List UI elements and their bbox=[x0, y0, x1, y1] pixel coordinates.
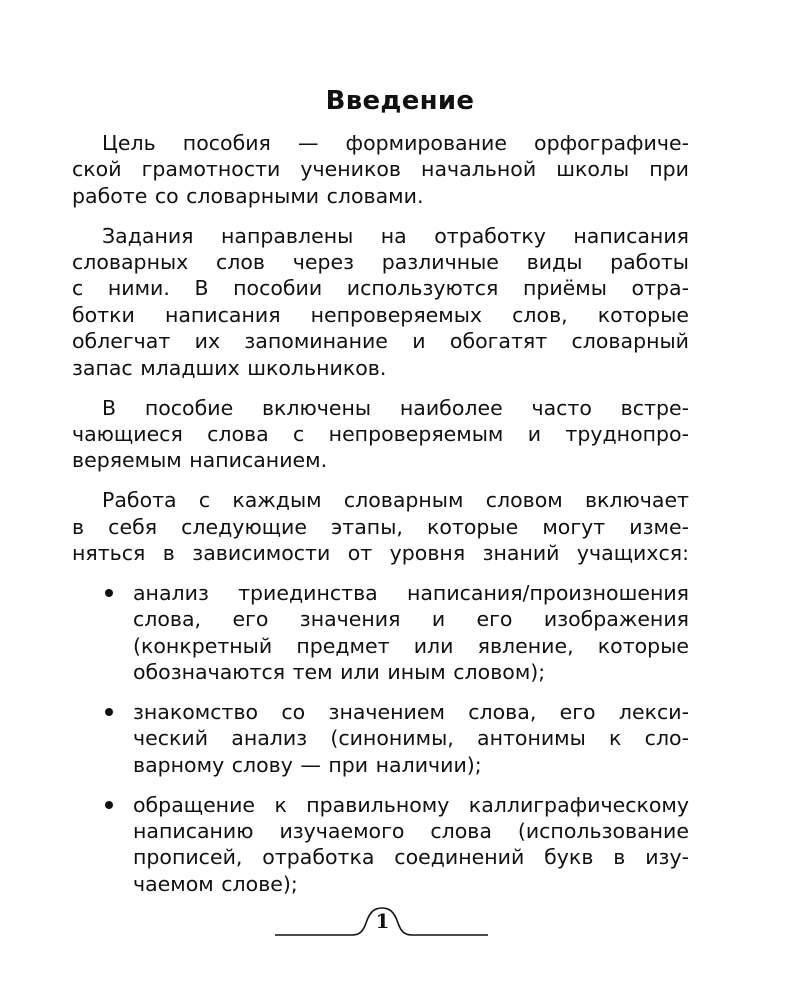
text-line: ботки написания непроверяемых слов, которые bbox=[72, 302, 689, 327]
text-line: няться в зависимости от уровня знаний учащихся: bbox=[72, 540, 689, 565]
paragraph bbox=[72, 130, 689, 209]
page-footer bbox=[275, 903, 490, 943]
text-line: веряемым написанием. bbox=[72, 448, 328, 473]
bullet-icon bbox=[105, 708, 113, 716]
text-line: словарных слов через различные виды работы bbox=[72, 250, 689, 275]
page-title: Введение bbox=[325, 86, 475, 116]
text-line: варному слову — при наличии); bbox=[133, 752, 482, 777]
text-line: анализ триединства написания/произношения bbox=[133, 580, 689, 605]
text-line: в себя следующие этапы, которые могут изме- bbox=[72, 514, 689, 539]
text-line: Задания направлены на отработку написания bbox=[102, 223, 689, 248]
list-item bbox=[72, 580, 689, 686]
list-item bbox=[72, 699, 689, 778]
text-line: обозначаются тем или иным словом); bbox=[133, 660, 546, 685]
text-line: работе со словарными словами. bbox=[72, 183, 424, 208]
text-line: чаемом слове); bbox=[133, 871, 298, 896]
text-line: с ними. В пособии используются приёмы отра- bbox=[72, 276, 689, 301]
text-line: ской грамотности учеников начальной школы при bbox=[72, 157, 689, 182]
paragraph bbox=[72, 223, 689, 381]
text-line: написанию изучаемого слова (использование bbox=[133, 818, 689, 843]
text-line: запас младших школьников. bbox=[72, 355, 387, 380]
paragraph bbox=[72, 487, 689, 566]
text-line: чающиеся слова с непроверяемым и труднопро- bbox=[72, 421, 689, 446]
text-line: Работа с каждым словарным словом включает bbox=[102, 488, 689, 513]
text-line: облегчат их запоминание и обогатят словарный bbox=[72, 329, 689, 354]
text-line: В пособие включены наиболее часто встре- bbox=[102, 395, 689, 420]
body-text bbox=[72, 130, 689, 911]
text-line: ческий анализ (синонимы, антонимы к сло- bbox=[133, 726, 689, 751]
list-item bbox=[72, 792, 689, 898]
text-line: Цель пособия — формирование орфографиче- bbox=[102, 131, 689, 155]
bullet-icon bbox=[105, 801, 113, 809]
text-line: (конкретный предмет или явление, которые bbox=[133, 633, 689, 658]
page-number: 1 bbox=[375, 909, 390, 933]
text-line: прописей, отработка соединений букв в изу- bbox=[133, 845, 689, 870]
bullet-icon bbox=[105, 589, 113, 597]
text-line: обращение к правильному каллиграфическому bbox=[133, 792, 689, 817]
paragraph bbox=[72, 395, 689, 474]
text-line: знакомство со значением слова, его лекси- bbox=[133, 699, 689, 724]
text-line: слова, его значения и его изображения bbox=[133, 607, 689, 632]
